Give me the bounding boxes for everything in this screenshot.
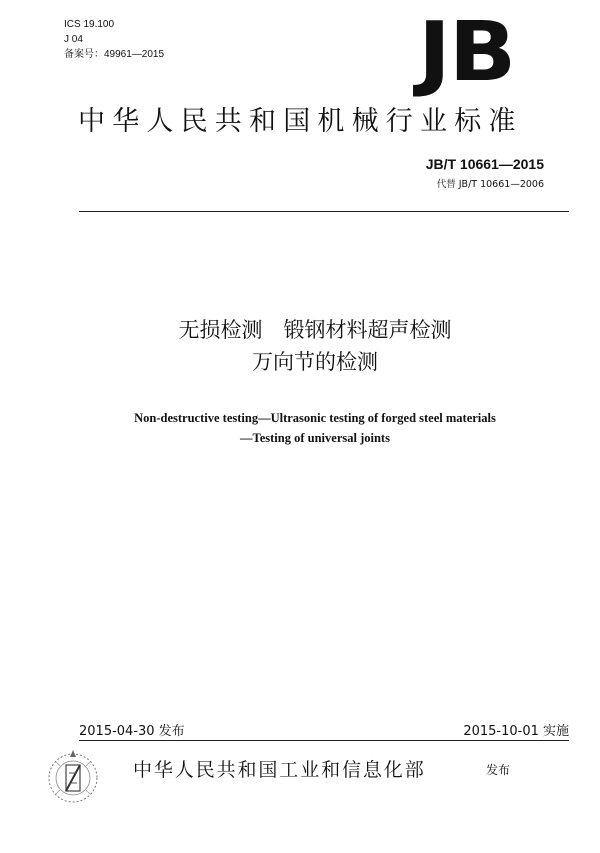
standard-code: JB/T 10661—2015 [425,156,544,172]
issuer-suffix: 发布 [486,763,511,777]
title-chinese [0,314,600,378]
title-english [0,408,600,448]
title-english-line-1: Non-destructive testing—Ultrasonic testing of forged steel materials [134,411,496,425]
record-number: 备案号：49961—2015 [64,49,165,60]
category-code: J 04 [64,34,83,45]
implementation-date: 2015-10-01 实施 [463,724,569,739]
title-english-line-2: —Testing of universal joints [240,431,390,445]
title-chinese-line-1: 无损检测 锻钢材料超声检测 [178,318,452,342]
standard-name: 中华人民共和国机械行业标准 [78,106,523,137]
jb-logo: JB [418,5,515,100]
title-chinese-line-2: 万向节的检测 [252,350,378,374]
bottom-divider [79,740,569,741]
ministry-emblem-icon [44,748,102,806]
classification-block [64,17,164,62]
issuer-name: 中华人民共和国工业和信息化部 [133,759,426,781]
ics-code: ICS 19.100 [64,19,115,30]
issue-date: 2015-04-30 发布 [79,724,185,739]
replaces-code: 代替 JB/T 10661—2006 [436,179,544,190]
top-divider [79,211,569,212]
